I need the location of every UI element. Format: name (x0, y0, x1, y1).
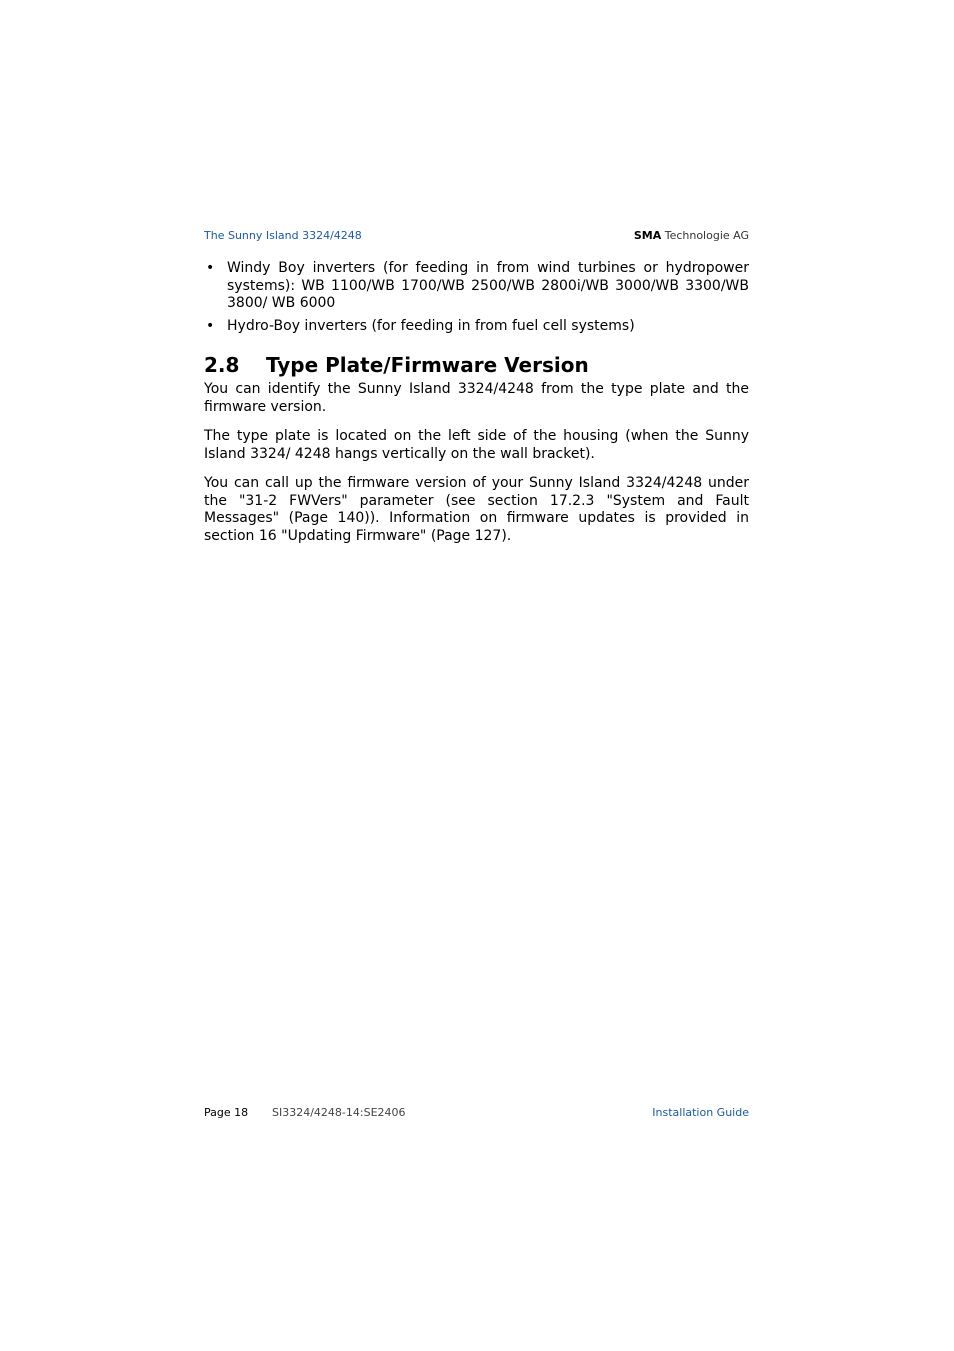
header-company-name: Technologie AG (661, 229, 749, 242)
section-heading (204, 352, 749, 378)
section-title: Type Plate/Firmware Version (266, 353, 589, 377)
page-footer (204, 1106, 749, 1122)
list-item-text: Windy Boy inverters (for feeding in from wind turbines or hydropower systems): WB 1100/WB 1700/WB 2500/WB 2800i/WB 3000/WB 3300/WB 3800/ WB 6000 (227, 260, 749, 311)
bullet-icon: • (206, 317, 215, 334)
list-item-text: Hydro-Boy inverters (for feeding in from fuel cell systems) (227, 317, 635, 334)
guide-name: Installation Guide (652, 1106, 749, 1119)
header-brand: SMA (633, 229, 662, 242)
document-code: SI3324/4248-14:SE2406 (272, 1106, 406, 1119)
paragraph-identify: You can identify the Sunny Island 3324/4248 from the type plate and the firmware version. (204, 381, 749, 415)
page-body (204, 260, 749, 557)
header-company (634, 229, 749, 242)
header-document-title: The Sunny Island 3324/4248 (204, 229, 362, 242)
bullet-icon: • (206, 260, 215, 276)
list-item (204, 260, 749, 313)
paragraph-firmware: You can call up the firmware version of your Sunny Island 3324/4248 under the "31-2 FWVers" parameter (see section 17.2.3 "System and Fault Messages" (Page 140)). Information on firmware updates is provided in section 16 "Updating Firmware" (Page 127). (204, 475, 749, 544)
page-number: Page 18 (204, 1106, 249, 1119)
paragraph-type-plate: The type plate is located on the left side of the housing (when the Sunny Island 3324/ 4248 hangs vertically on the wall bracket). (204, 428, 749, 462)
inverter-list (204, 260, 749, 335)
section-number: 2.8 (204, 353, 240, 377)
page-header (204, 229, 749, 245)
list-item (204, 318, 749, 336)
